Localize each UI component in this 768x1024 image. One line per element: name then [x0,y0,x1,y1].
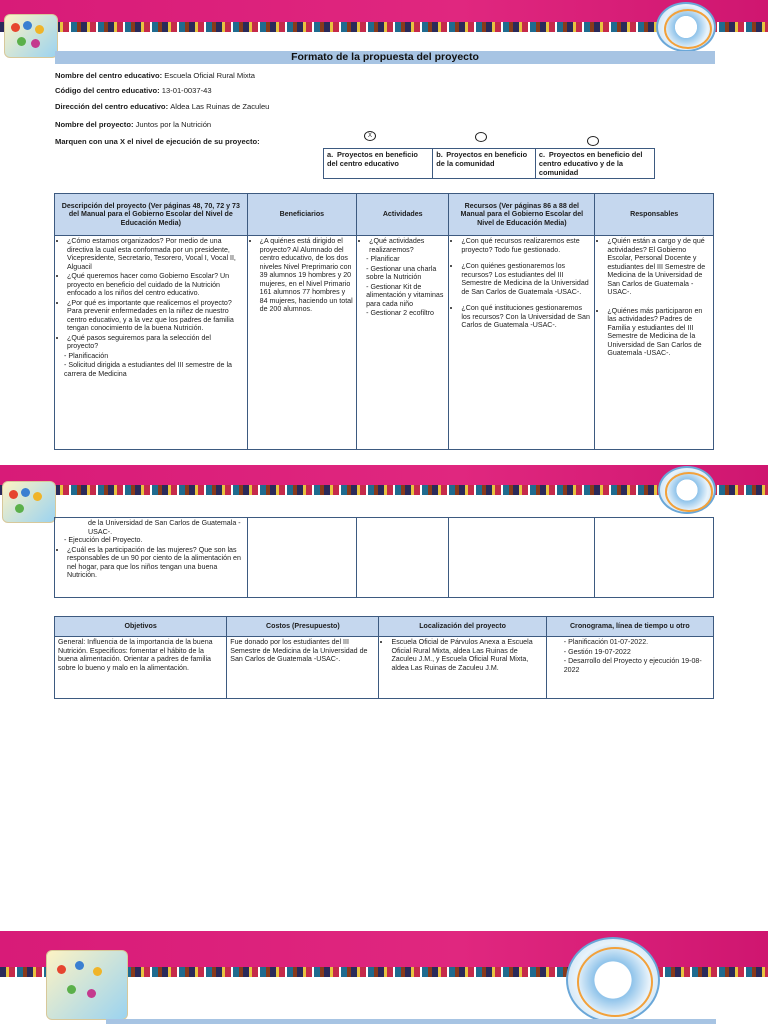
list-item: - Gestionar una charla sobre la Nutrición [366,265,445,282]
level-option-a: a. Proyectos en beneficio del centro educativo [324,149,433,179]
page3-title-bar [106,1019,716,1024]
list-item: • ¿Quiénes más participaron en las actividades? Padres de Familia y estudiantes del III Semestre de Medicina de la Universidad de San Carlos de Guatemala -USAC-. [607,307,710,358]
list-item: • ¿Quién están a cargo y de qué actividades? El Gobierno Escolar, Personal Docente y estudiantes del III Semestre de Medicina de la Universidad de San Carlos de Guatemala -USAC-. [607,237,710,297]
empty-cell [247,518,356,598]
objectives-table [54,616,714,699]
list-item: - Gestionar Kit de alimentación y vitaminas para cada niño [366,283,445,309]
list-item: - Desarrollo del Proyecto y ejecución 19-08-2022 [564,657,710,674]
list-item: - Planificar [366,255,445,264]
localizacion-cell [379,637,546,699]
header-costos: Costos (Presupuesto) [227,617,379,637]
list-item: - Gestión 19-07-2022 [564,648,710,657]
gobierno-escolar-logo-right-icon [658,466,716,514]
list-item: • ¿A quiénes está dirigido el proyecto? Al Alumnado del centro educativo, de los dos niveles Nivel Preprimario con 39 alumnos 19 hombres y 20 mujeres, en el Nivel Primario 161 alumnos 77 hombres y 84 mujeres, haciendo un total de 200 alumnos. [260,237,353,314]
header-localizacion: Localización del proyecto [379,617,546,637]
field-nombre-proyecto: Nombre del proyecto: Juntos por la Nutrición [55,120,212,129]
continuation-cell [55,518,248,598]
gobierno-escolar-logo-left-icon [2,481,56,523]
header-cronograma: Cronograma, línea de tiempo u otro [546,617,713,637]
list-item: - Planificación 01-07-2022. [564,638,710,647]
empty-cell [357,518,449,598]
page-title: Formato de la propuesta del proyecto [55,51,715,64]
page2-banner [0,465,768,497]
continuation-table [54,517,714,598]
empty-cell [449,518,595,598]
list-item: • ¿Por qué es importante que realicemos el proyecto? Para prevenir enfermedades en la niñez de nuestro centro educativo, y a la vez que los padres de familia tengan conocimiento de la buena Nutrición. [67,299,244,333]
empty-cell [595,518,714,598]
header-descripcion: Descripción del proyecto (Ver páginas 48, 70, 72 y 73 del Manual para el Gobierno Escolar del Nivel de Educación Media) [55,194,248,236]
main-project-table [54,193,714,450]
list-item: - Solicitud dirigida a estudiantes del III semestre de la carrera de Medicina [64,361,244,378]
recursos-cell [449,236,595,450]
header-recursos: Recursos (Ver páginas 86 a 88 del Manual para el Gobierno Escolar del Nivel de Educación Media) [449,194,595,236]
descripcion-cell [55,236,248,450]
gobierno-escolar-logo-right-icon [566,937,660,1023]
level-c-radio[interactable] [587,136,599,146]
level-prompt: Marquen con una X el nivel de ejecución de su proyecto: [55,137,260,146]
list-item: • ¿Qué queremos hacer como Gobierno Escolar? Un proyecto en beneficio del cuidado de la Nutrición enfocado a los niños del centro educativo. [67,272,244,298]
header-responsables: Responsables [595,194,714,236]
beneficiarios-cell [247,236,356,450]
page1-banner [0,0,768,40]
responsables-cell [595,236,714,450]
header-objetivos: Objetivos [55,617,227,637]
list-item: - Gestionar 2 ecofiltro [366,309,445,318]
gobierno-escolar-logo-left-icon [4,14,58,58]
list-item: • Escuela Oficial de Párvulos Anexa a Escuela Oficial Rural Mixta, aldea Las Ruinas de Zaculeu J.M., y Escuela Oficial Rural Mixta, aldea Las Ruinas de Zaculeu J.M. [391,638,542,672]
cronograma-cell [546,637,713,699]
list-item: • ¿Con qué recursos realizaremos este proyecto? Todo fue gestionado. [461,237,591,254]
list-item: - Ejecución del Proyecto. [64,536,244,545]
list-item: • ¿Cómo estamos organizados? Por medio de una directiva la cual esta conformada por un presidente, Vicepresidente, Secretario, Tesorero, Vocal I, Vocal II, Alguacil [67,237,244,271]
continuation-text: de la Universidad de San Carlos de Guatemala -USAC-. [88,519,241,536]
level-options-table [323,148,655,179]
header-actividades: Actividades [357,194,449,236]
gobierno-escolar-logo-left-icon [46,950,128,1020]
field-direccion-centro: Dirección del centro educativo: Aldea Las Ruinas de Zaculeu [55,102,270,111]
level-a-radio[interactable]: X [364,131,376,141]
list-item: - Planificación [64,352,244,361]
level-option-b: b. Proyectos en beneficio de la comunidad [433,149,536,179]
list-item: • ¿Cuál es la participación de las mujeres? Que son las responsables de un 90 por ciento de la alimentación en nel hogar, para que los niños tengan una buena Nutrición. [67,546,244,580]
field-codigo-centro: Código del centro educativo: 13-01-0037-43 [55,86,212,95]
costos-cell: Fue donado por los estudiantes del III Semestre de Medicina de la Universidad de San Carlos de Guatemala -USAC-. [227,637,379,699]
field-nombre-centro: Nombre del centro educativo: Escuela Oficial Rural Mixta [55,71,256,80]
list-item: • ¿Con qué instituciones gestionaremos los recursos? Con la Universidad de San Carlos de Guatemala -USAC-. [461,304,591,330]
actividades-cell [357,236,449,450]
level-option-c: c. Proyectos en beneficio del centro educativo y de la comunidad [535,149,654,179]
level-b-radio[interactable] [475,132,487,142]
list-item: • ¿Con quiénes gestionaremos los recursos? Los estudiantes del III Semestre de Medicina de la Universidad de San Carlos de Guatemala -USAC-. [461,262,591,296]
list-item: • ¿Qué actividades realizaremos? [369,237,445,254]
gobierno-escolar-logo-right-icon [656,2,716,52]
objetivos-cell: General: Influencia de la importancia de la buena Nutrición. Especificos: fomentar el hábito de la buena alimentación. Orientar a padres de familia sobre lo bueno y malo en la alimentación. [55,637,227,699]
header-beneficiarios: Beneficiarios [247,194,356,236]
list-item: • ¿Qué pasos seguiremos para la selección del proyecto? [67,334,244,351]
